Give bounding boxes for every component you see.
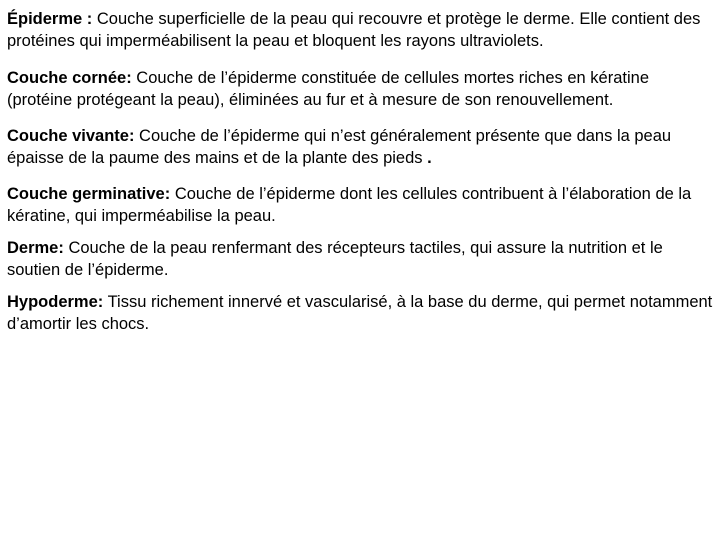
term-couche-germinative: Couche germinative: <box>7 185 171 203</box>
definition-couche-cornee: Couche de l’épiderme constituée de cellules mortes riches en kératine (protéine protégeant la peau), éliminées au fur et à mesure de son renouvellement. <box>7 69 649 109</box>
glossary-entry-derme <box>7 237 715 281</box>
term-couche-vivante: Couche vivante: <box>7 127 135 145</box>
definition-epiderme: Couche superficielle de la peau qui recouvre et protège le derme. Elle contient des protéines qui imperméabilisent la peau et bloquent les rayons ultraviolets. <box>7 10 701 50</box>
term-epiderme: Épiderme : <box>7 10 93 28</box>
glossary-entry-hypoderme <box>7 291 715 335</box>
glossary-entry-couche-vivante <box>7 125 715 169</box>
term-hypoderme: Hypoderme: <box>7 293 104 311</box>
glossary-entry-couche-cornee <box>7 67 715 111</box>
definition-couche-vivante-period: . <box>422 149 432 167</box>
definition-hypoderme: Tissu richement innervé et vascularisé, à la base du derme, qui permet notamment d’amortir les chocs. <box>7 293 713 333</box>
term-couche-cornee: Couche cornée: <box>7 69 132 87</box>
definition-derme: Couche de la peau renfermant des récepteurs tactiles, qui assure la nutrition et le soutien de l’épiderme. <box>7 239 663 279</box>
glossary-text <box>7 8 715 335</box>
glossary-entry-epiderme <box>7 8 715 52</box>
definition-couche-vivante: Couche de l’épiderme qui n’est généralement présente que dans la peau épaisse de la paume des mains et de la plante des pieds <box>7 127 672 167</box>
term-derme: Derme: <box>7 239 64 257</box>
definition-couche-germinative: Couche de l’épiderme dont les cellules contribuent à l’élaboration de la kératine, qui imperméabilise la peau. <box>7 185 692 225</box>
glossary-entry-couche-germinative <box>7 183 715 227</box>
